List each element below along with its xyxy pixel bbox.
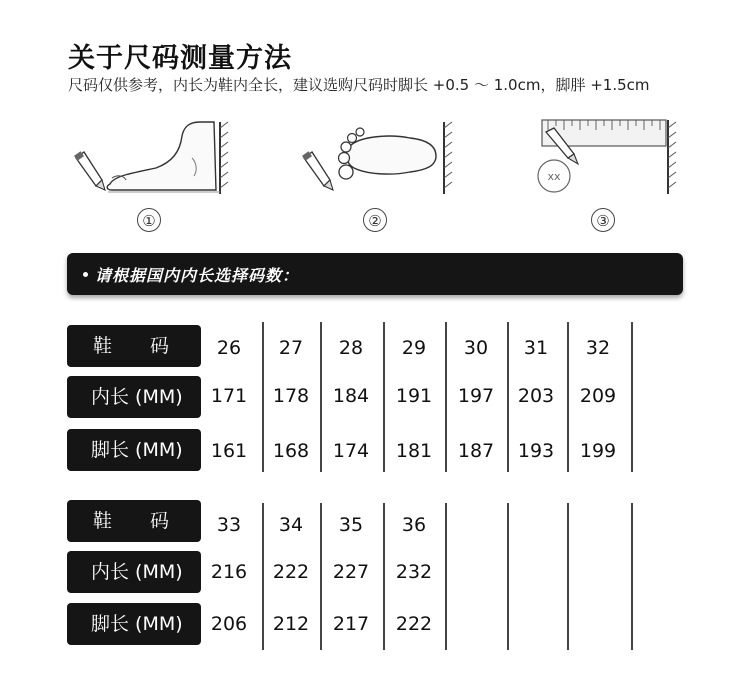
ruler-badge-text: xx bbox=[547, 170, 561, 183]
cell-foot: 181 bbox=[395, 440, 433, 462]
cell-foot: 193 bbox=[517, 440, 555, 462]
cell-sizes: 27 bbox=[278, 337, 304, 359]
cell-foot: 217 bbox=[332, 613, 370, 635]
cell-sizes: 36 bbox=[401, 514, 427, 536]
column-divider bbox=[383, 322, 385, 472]
size-note: 尺码仅供参考，内长为鞋内全长，建议选购尺码时脚长 +0.5 ～ 1.0cm，脚胖 +1.5cm bbox=[68, 76, 650, 94]
cell-inner: 171 bbox=[210, 385, 248, 407]
foot-top-trace-icon bbox=[300, 118, 470, 194]
cell-inner: 197 bbox=[457, 385, 495, 407]
cell-foot: 168 bbox=[272, 440, 310, 462]
cell-foot: 161 bbox=[210, 440, 248, 462]
cell-sizes: 28 bbox=[338, 337, 364, 359]
row-label-inner-length: 内长 (MM) bbox=[67, 551, 201, 593]
cell-sizes: 29 bbox=[401, 337, 427, 359]
foot-side-measure-icon bbox=[72, 118, 242, 194]
instruction-text: 请根据国内内长选择码数： bbox=[95, 266, 300, 285]
pencil-icon bbox=[302, 151, 333, 190]
cell-sizes: 33 bbox=[216, 514, 242, 536]
column-divider bbox=[631, 503, 633, 650]
column-divider bbox=[445, 322, 447, 472]
bullet-dot-icon bbox=[83, 272, 88, 277]
cell-sizes: 34 bbox=[278, 514, 304, 536]
cell-inner: 191 bbox=[395, 385, 433, 407]
column-divider bbox=[320, 503, 322, 650]
column-divider bbox=[567, 322, 569, 472]
cell-sizes: 26 bbox=[216, 337, 242, 359]
column-divider bbox=[262, 322, 264, 472]
column-divider bbox=[320, 322, 322, 472]
column-divider bbox=[507, 322, 509, 472]
column-divider bbox=[262, 503, 264, 650]
column-divider bbox=[507, 503, 509, 650]
step-number-1: ① bbox=[137, 208, 161, 232]
page-title: 关于尺码测量方法 bbox=[68, 43, 292, 74]
cell-foot: 187 bbox=[457, 440, 495, 462]
cell-sizes: 31 bbox=[523, 337, 549, 359]
row-label-inner-length: 内长 (MM) bbox=[67, 376, 201, 418]
column-divider bbox=[445, 503, 447, 650]
cell-foot: 212 bbox=[272, 613, 310, 635]
row-label-foot-length: 脚长 (MM) bbox=[67, 429, 201, 471]
column-divider bbox=[383, 503, 385, 650]
cell-foot: 206 bbox=[210, 613, 248, 635]
row-label-size: 鞋 码 bbox=[67, 325, 201, 367]
cell-inner: 222 bbox=[272, 561, 310, 583]
cell-sizes: 32 bbox=[585, 337, 611, 359]
cell-inner: 227 bbox=[332, 561, 370, 583]
cell-sizes: 30 bbox=[463, 337, 489, 359]
ruler-measure-icon bbox=[528, 118, 698, 194]
pencil-icon bbox=[74, 151, 105, 190]
cell-inner: 216 bbox=[210, 561, 248, 583]
cell-sizes: 35 bbox=[338, 514, 364, 536]
row-label-foot-length: 脚长 (MM) bbox=[67, 603, 201, 645]
cell-inner: 209 bbox=[579, 385, 617, 407]
column-divider bbox=[631, 322, 633, 472]
cell-foot: 199 bbox=[579, 440, 617, 462]
cell-foot: 174 bbox=[332, 440, 370, 462]
cell-inner: 178 bbox=[272, 385, 310, 407]
column-divider bbox=[567, 503, 569, 650]
cell-foot: 222 bbox=[395, 613, 433, 635]
cell-inner: 184 bbox=[332, 385, 370, 407]
row-label-size: 鞋 码 bbox=[67, 500, 201, 542]
step-number-3: ③ bbox=[591, 208, 615, 232]
cell-inner: 203 bbox=[517, 385, 555, 407]
instruction-banner bbox=[67, 253, 683, 295]
step-number-2: ② bbox=[363, 208, 387, 232]
cell-inner: 232 bbox=[395, 561, 433, 583]
